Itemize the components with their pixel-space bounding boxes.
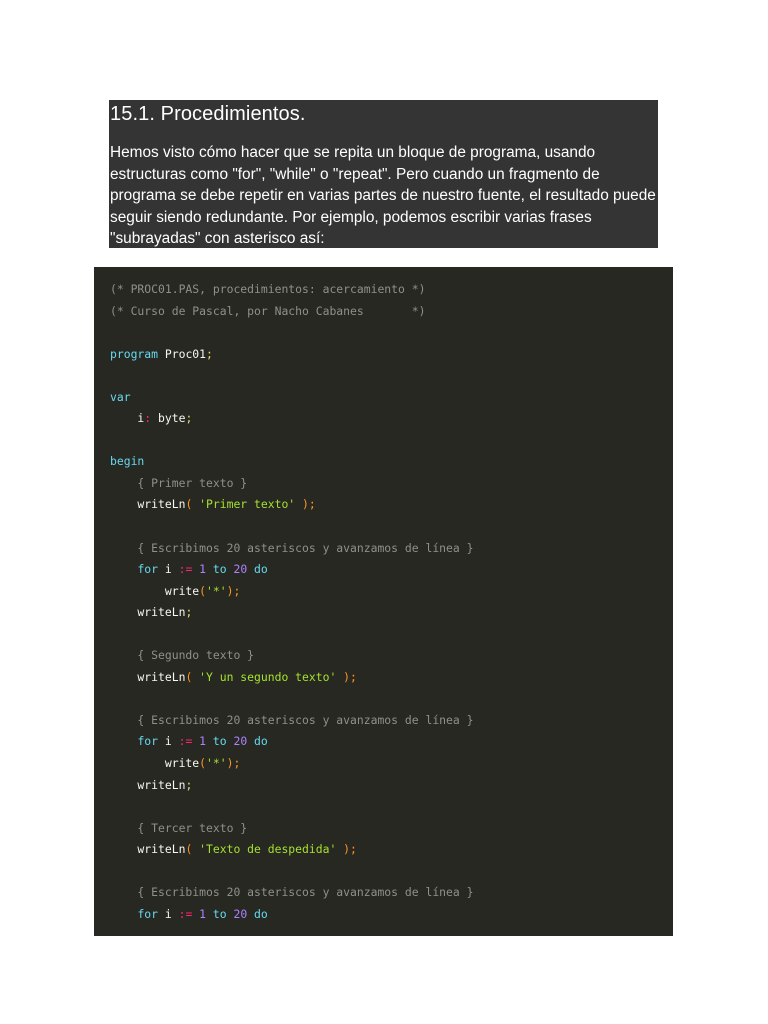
code-token-keyword: for [137, 734, 159, 749]
code-token-keyword: do [254, 734, 268, 749]
code-token-paren: ); [343, 669, 357, 684]
code-token-plain: i [158, 562, 179, 577]
code-token-plain: i [158, 906, 179, 921]
code-line [110, 559, 473, 581]
code-token-plain [110, 562, 137, 576]
code-token-comment: { Escribimos 20 asteriscos y avanzamos de línea } [110, 540, 474, 555]
code-line [110, 624, 473, 646]
code-line [110, 516, 473, 538]
section-block [109, 100, 658, 248]
code-token-keyword: var [110, 389, 131, 404]
code-token-func: writeLn [110, 777, 186, 792]
code-token-keyword: do [254, 906, 268, 921]
code-token-comment: { Primer texto } [110, 475, 248, 490]
code-token-semi: ; [185, 777, 193, 792]
code-token-func: writeLn [110, 605, 186, 620]
code-line [110, 904, 473, 926]
code-token-paren: ); [226, 583, 241, 598]
code-line [110, 581, 473, 603]
code-token-comment: { Escribimos 20 asteriscos y avanzamos de línea } [110, 712, 474, 727]
code-line [110, 451, 473, 473]
intro-paragraph: Hemos visto cómo hacer que se repita un bloque de programa, usando estructuras como "for", "while" o "repeat". Pero cuando un fragmento de programa se debe repetir en varias partes de nuestro fuente, el resultado puede seguir siendo redundante. Por ejemplo, podemos escribir varias frases "subrayadas" con asterisco así: [110, 144, 656, 248]
code-line [110, 645, 473, 667]
code-line [110, 279, 473, 301]
code-token-paren: ); [343, 842, 357, 857]
code-token-number: 1 [199, 906, 207, 921]
code-token-number: 1 [199, 734, 207, 749]
code-line [110, 473, 473, 495]
code-token-comment: (* PROC01.PAS, procedimientos: acercamiento *) [110, 282, 426, 296]
code-token-plain [110, 734, 137, 748]
code-token-paren: ( [185, 842, 193, 857]
code-line [110, 494, 473, 516]
code-line [110, 796, 473, 818]
code-line [110, 344, 473, 366]
code-line [110, 861, 473, 883]
code-token-keyword: program [110, 346, 159, 361]
code-line [110, 839, 473, 861]
code-token-keyword: to [212, 734, 227, 749]
code-line [110, 322, 473, 344]
code-token-number: 1 [199, 562, 207, 577]
code-token-keyword: to [212, 562, 227, 577]
code-token-plain: i [158, 734, 179, 749]
code-token-string: '*' [206, 756, 227, 771]
code-line [110, 882, 473, 904]
code-line [110, 538, 473, 560]
code-listing [110, 279, 473, 925]
code-token-func: writeLn [110, 842, 186, 857]
code-token-plain [206, 562, 213, 576]
code-token-func: writeLn [110, 497, 186, 512]
code-line [110, 365, 473, 387]
code-token-plain: Proc01 [158, 346, 207, 361]
code-line [110, 301, 473, 323]
code-token-string: 'Y un segundo texto' [199, 669, 337, 684]
code-token-paren: ); [302, 497, 316, 512]
code-token-semi: ; [185, 605, 193, 620]
code-token-comment: { Segundo texto } [110, 648, 255, 663]
code-block[interactable] [94, 267, 673, 936]
code-token-punct: : [144, 411, 152, 426]
code-token-keyword: for [137, 906, 159, 921]
code-token-func: write [110, 583, 200, 598]
code-token-keyword: to [212, 906, 227, 921]
code-token-number: 20 [233, 906, 248, 921]
code-token-paren: ( [199, 756, 207, 771]
code-line [110, 753, 473, 775]
code-token-string: 'Primer texto' [199, 497, 296, 512]
code-token-plain [206, 907, 213, 921]
code-line [110, 430, 473, 452]
code-token-keyword: for [137, 562, 159, 577]
code-token-string: 'Texto de despedida' [199, 842, 337, 857]
code-token-punct: := [178, 906, 193, 921]
code-token-paren: ( [185, 497, 193, 512]
code-token-punct: := [178, 734, 193, 749]
code-token-comment: { Escribimos 20 asteriscos y avanzamos de línea } [110, 885, 474, 900]
code-line [110, 602, 473, 624]
code-token-plain [295, 497, 302, 511]
code-token-func: write [110, 756, 200, 771]
code-line [110, 387, 473, 409]
code-token-paren: ( [185, 669, 193, 684]
code-token-semi: ; [185, 411, 193, 426]
code-token-punct: := [178, 562, 193, 577]
code-token-number: 20 [233, 734, 248, 749]
code-token-keyword: do [254, 562, 268, 577]
code-token-plain [206, 734, 213, 748]
code-token-paren: ); [226, 756, 241, 771]
code-line [110, 818, 473, 840]
code-token-comment: (* Curso de Pascal, por Nacho Cabanes *) [110, 303, 426, 318]
code-token-comment: { Tercer texto } [110, 820, 248, 835]
code-token-semi: ; [206, 346, 213, 361]
code-line [110, 667, 473, 689]
code-token-string: '*' [206, 583, 227, 598]
code-token-plain: byte [151, 411, 186, 426]
code-line [110, 775, 473, 797]
code-line [110, 688, 473, 710]
code-token-keyword: begin [110, 454, 145, 469]
code-token-number: 20 [233, 562, 248, 577]
code-token-paren: ( [199, 583, 207, 598]
code-token-func: writeLn [110, 669, 186, 684]
code-token-plain: i [110, 411, 145, 426]
code-line [110, 710, 473, 732]
code-line [110, 731, 473, 753]
code-token-plain [110, 907, 137, 921]
code-line [110, 408, 473, 430]
section-title: 15.1. Procedimientos. [110, 103, 306, 125]
